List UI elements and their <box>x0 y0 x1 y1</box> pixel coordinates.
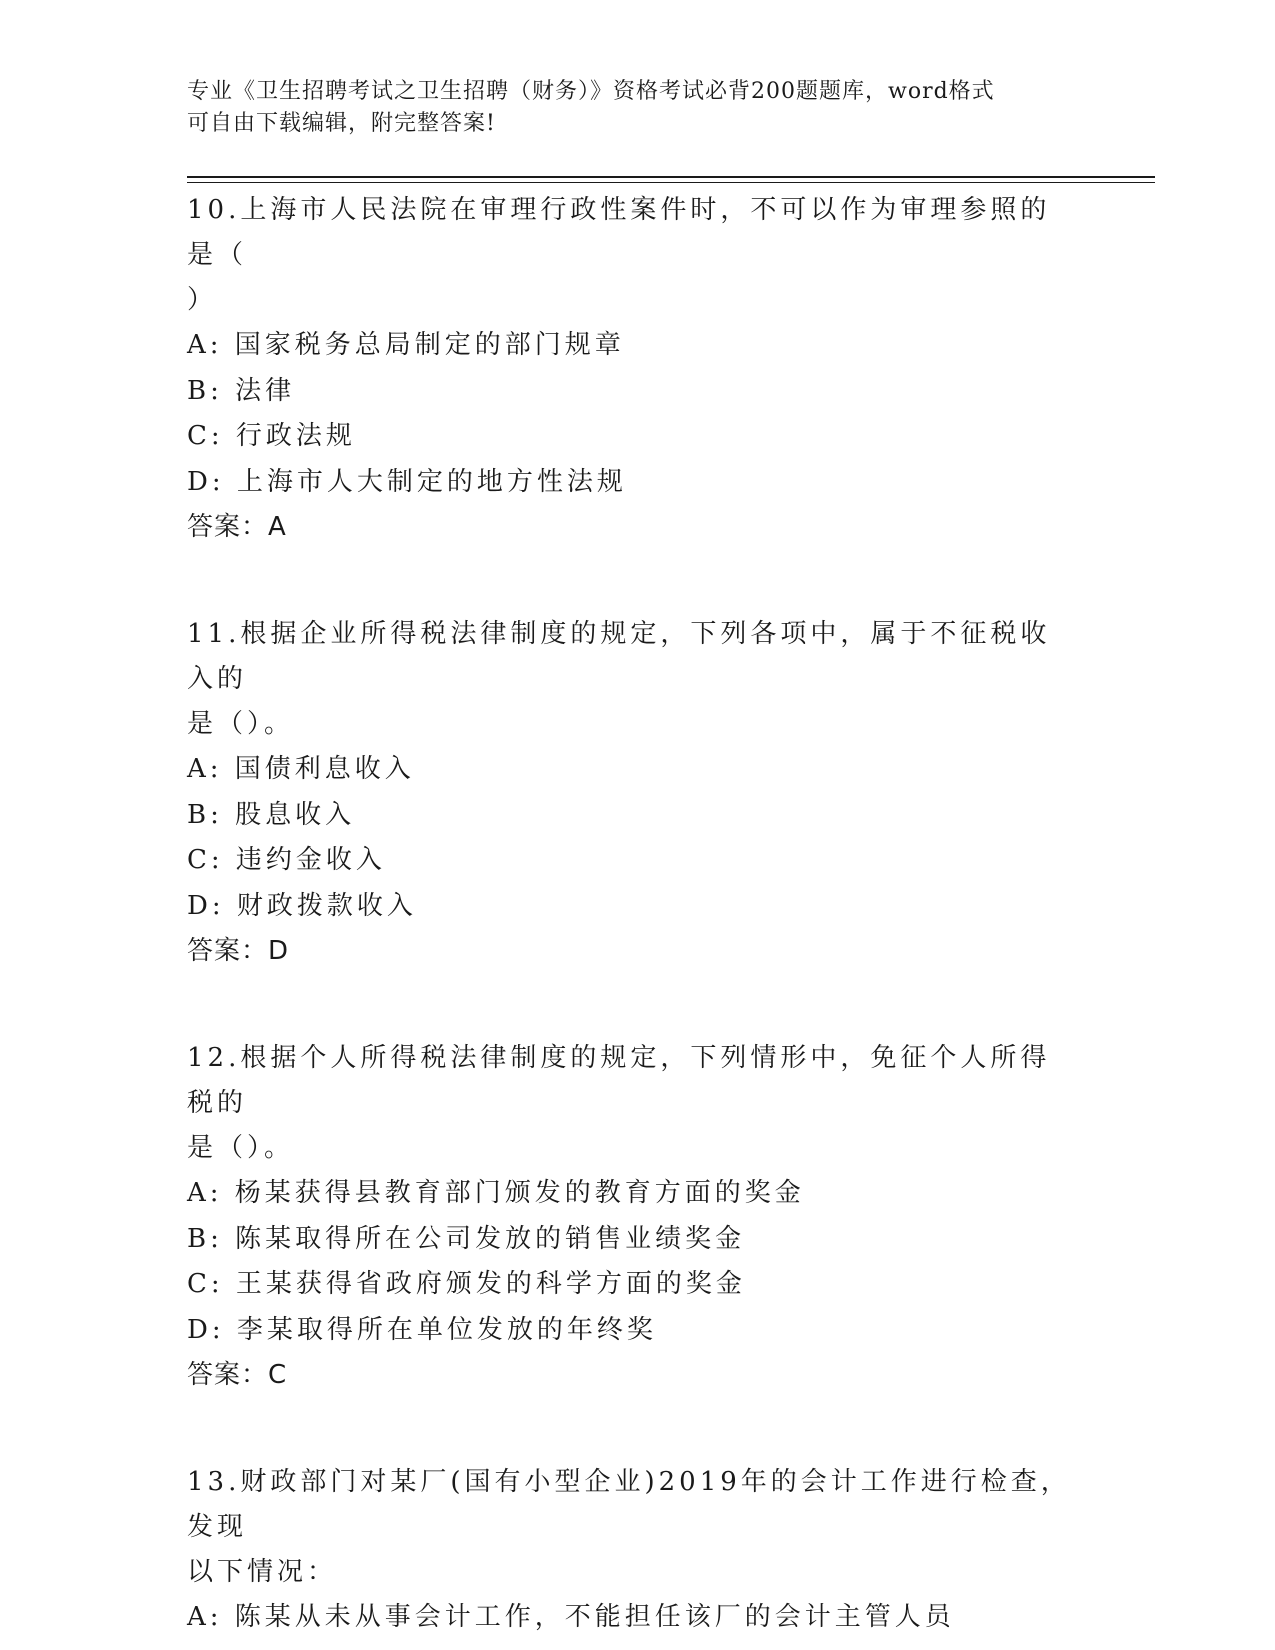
option-a: A: 国家税务总局制定的部门规章 <box>187 330 625 360</box>
option-d: D: 财政拨款收入 <box>187 890 417 921</box>
answer-line: 答案：A <box>187 512 287 542</box>
question-stem-line-2: ） <box>187 285 218 315</box>
option-a: A: 陈某从未从事会计工作，不能担任该厂的会计主管人员 <box>187 1602 955 1632</box>
option-a: A: 杨某获得县教育部门颁发的教育方面的奖金 <box>187 1178 805 1208</box>
option-d: D: 上海市人大制定的地方性法规 <box>187 466 627 497</box>
question-list <box>187 188 1087 1641</box>
question-13 <box>187 1460 1087 1641</box>
document-header <box>187 76 1067 140</box>
answer-line: 答案：C <box>187 1360 288 1390</box>
answer-line: 答案：D <box>187 936 290 966</box>
option-b: B: 陈某取得所在公司发放的销售业绩奖金 <box>187 1223 746 1254</box>
option-c: C: 违约金收入 <box>187 845 386 875</box>
question-stem-line-2: 是（）。 <box>187 709 295 739</box>
question-stem-line-2: 以下情况： <box>187 1557 338 1587</box>
question-10 <box>187 188 1087 550</box>
header-line-2: 可自由下载编辑，附完整答案! <box>187 111 496 136</box>
question-stem-line-1: 10.上海市人民法院在审理行政性案件时，不可以作为审理参照的是（ <box>187 195 1051 270</box>
option-b: B: 股息收入 <box>187 799 356 830</box>
option-a: A: 国债利息收入 <box>187 754 415 784</box>
option-c: C: 行政法规 <box>187 421 356 451</box>
question-stem-line-2: 是（）。 <box>187 1133 295 1163</box>
question-stem-line-1: 12.根据个人所得税法律制度的规定，下列情形中，免征个人所得税的 <box>187 1043 1051 1118</box>
option-b: B: 法律 <box>187 375 296 406</box>
header-divider-thin <box>187 182 1155 183</box>
question-11 <box>187 612 1087 974</box>
question-stem-line-1: 11.根据企业所得税法律制度的规定，下列各项中，属于不征税收入的 <box>187 619 1051 694</box>
question-spacer <box>187 1398 1087 1460</box>
question-stem-line-1: 13.财政部门对某厂(国有小型企业)2019年的会计工作进行检查，发现 <box>187 1467 1071 1542</box>
option-c: C: 王某获得省政府颁发的科学方面的奖金 <box>187 1269 746 1299</box>
question-spacer <box>187 550 1087 612</box>
header-divider-thick <box>187 176 1155 178</box>
question-spacer <box>187 974 1087 1036</box>
question-12 <box>187 1036 1087 1398</box>
header-line-1: 专业《卫生招聘考试之卫生招聘（财务）》资格考试必背200题题库，word格式 <box>187 79 995 104</box>
option-d: D: 李某取得所在单位发放的年终奖 <box>187 1314 657 1345</box>
